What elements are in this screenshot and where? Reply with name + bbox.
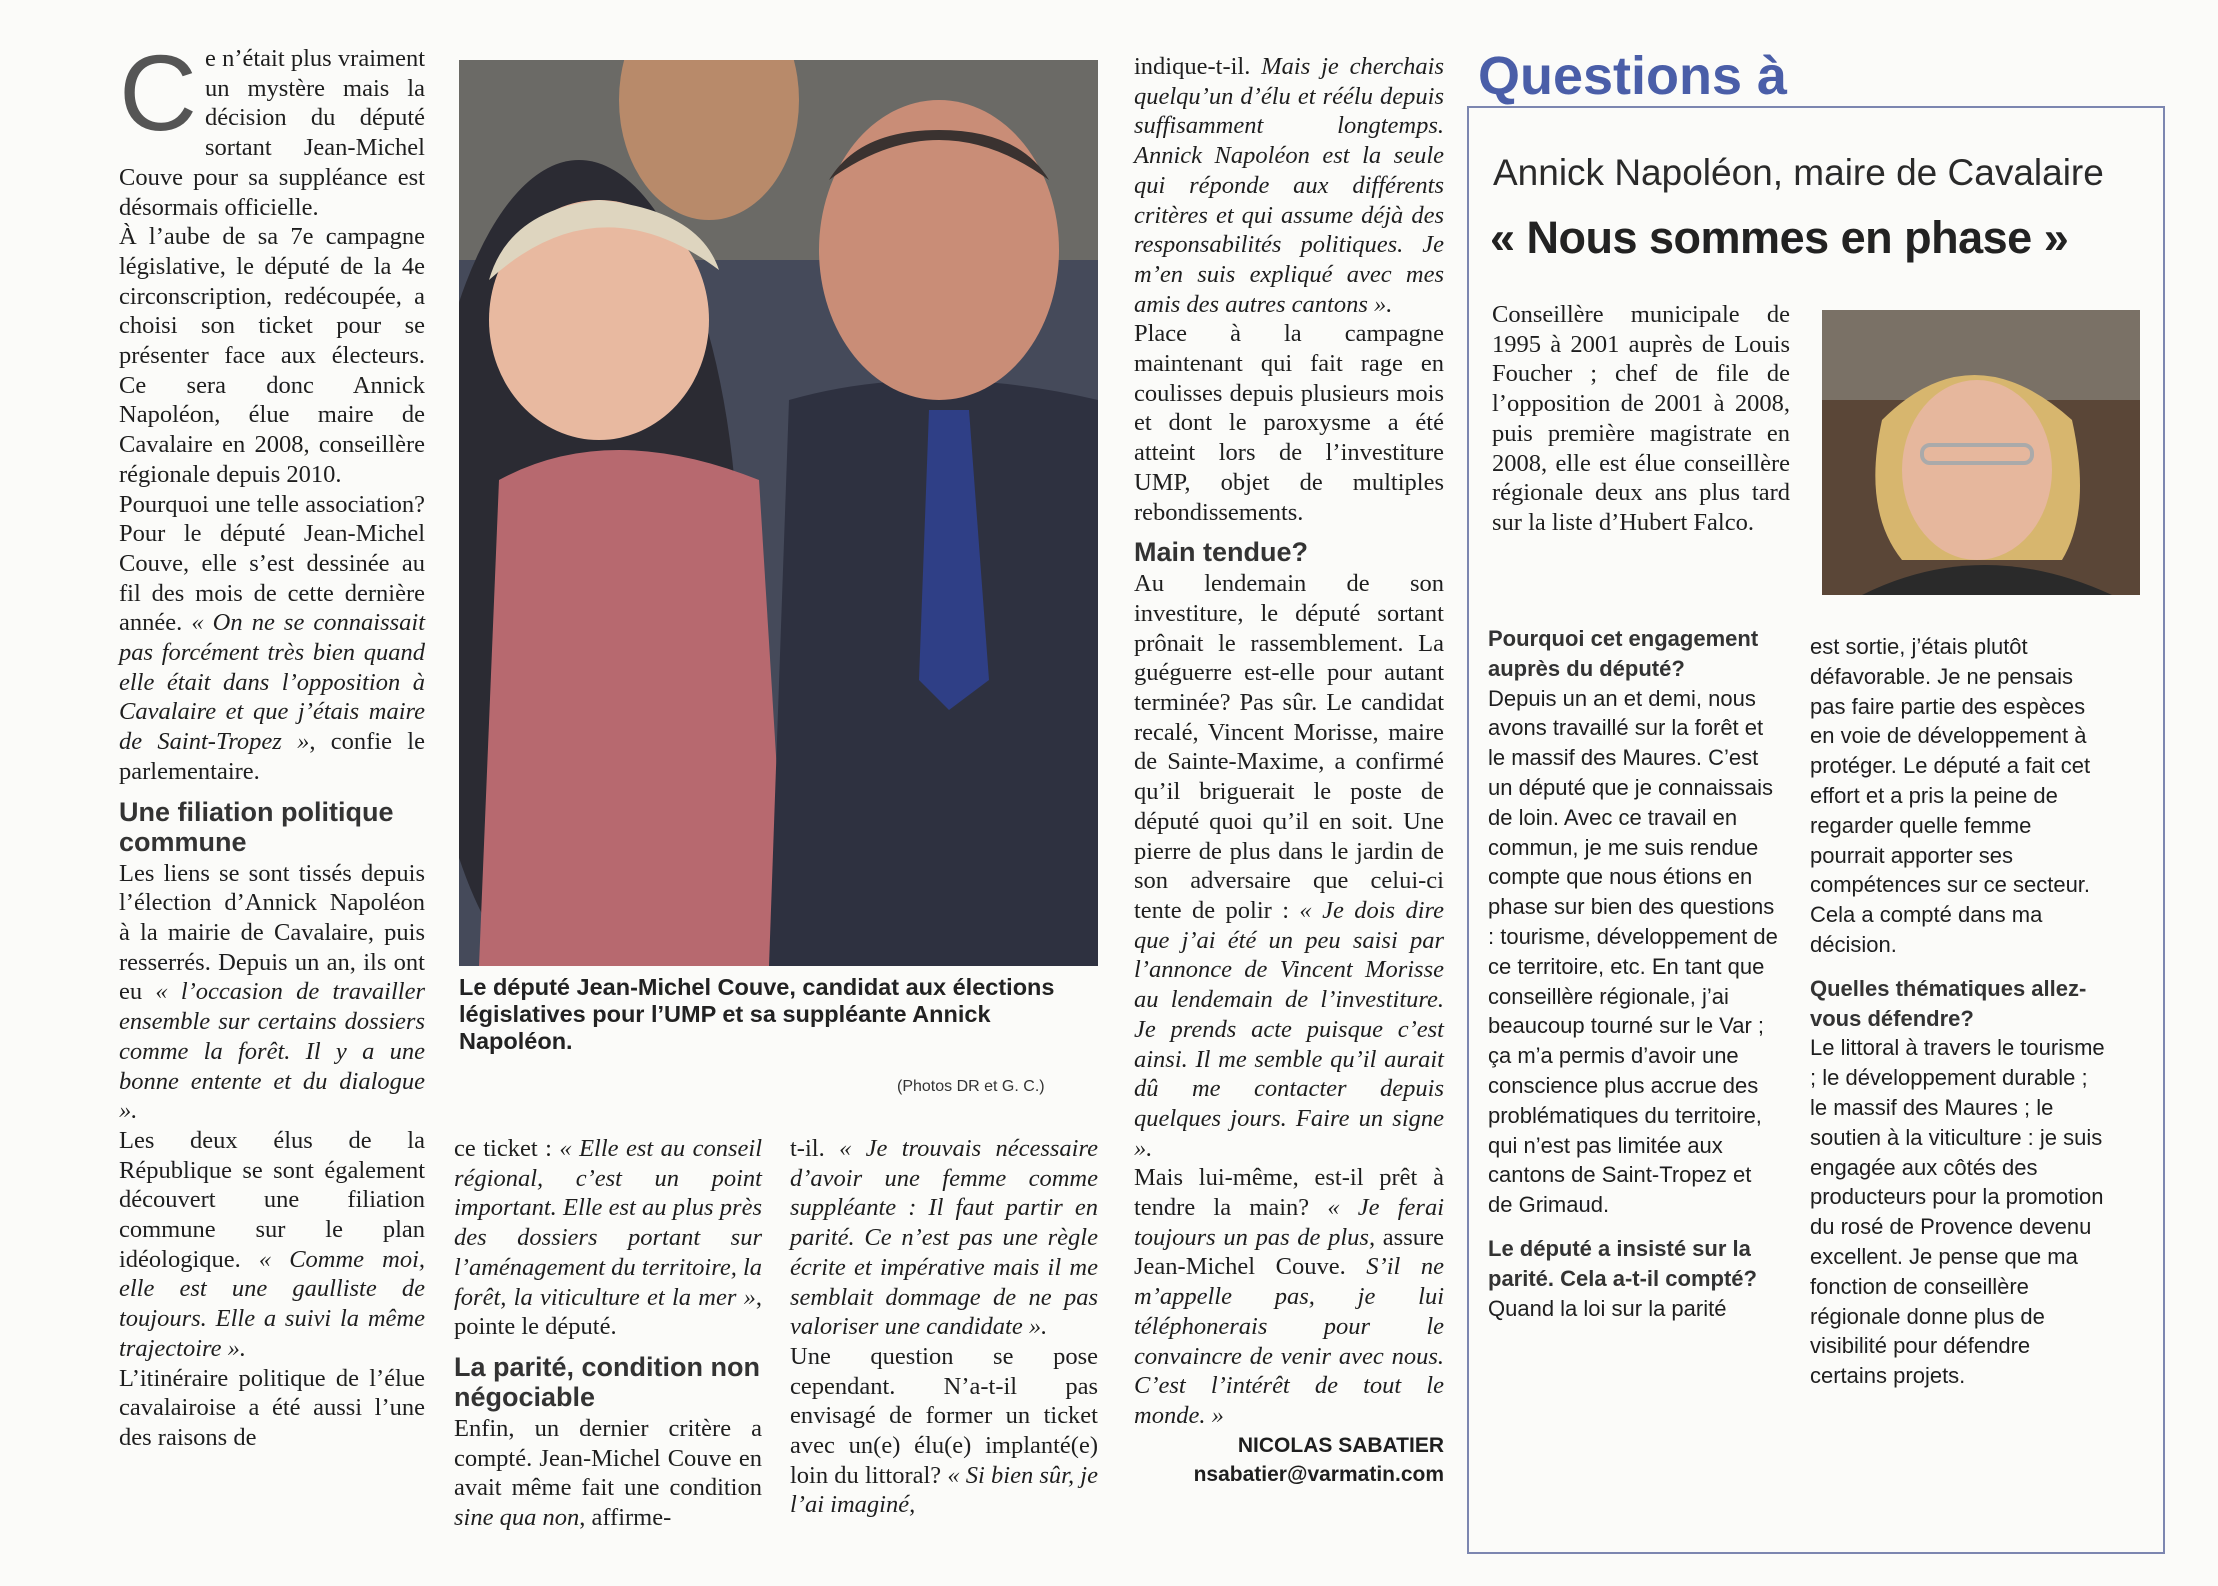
photo-caption: Le député Jean-Michel Couve, candidat aux élections législatives pour l’UMP et sa suppléante Annick Napoléon. [459,974,1055,1054]
article-paragraph: Une question se pose cependant. N’a-t-il pas envisagé de former un ticket avec un(e) élu(e) implanté(e) loin du littoral? « Si bien sûr, je l’ai imaginé, [790,1342,1098,1519]
article-column-2 [454,1134,762,1533]
interview-answer: Quand la loi sur la parité [1488,1295,1727,1321]
article-paragraph: Au lendemain de son investiture, le député sortant prônait le rassemblement. La guéguerre est-elle pour autant terminée? Pas sûr. Le candidat recalé, Vincent Morisse, maire de Sainte-Maxime, a confirmé qu’il briguerait le poste de député quoi qu’il en soit. Une pierre de plus dans le jardin de son adversaire que celui-ci tente de polir : « Je dois dire que j’ai été un peu saisi par l’annonce de Vincent Morisse au lendemain de l’investiture. Je prends acte puisque c’est ainsi. Il me semble qu’il aurait dû me contacter depuis quelques jours. Faire un signe ». [1134,570,1445,1162]
portrait-photo [1822,310,2140,595]
article-paragraph: Mais lui-même, est-il prêt à tendre la main? « Je ferai toujours un pas de plus, assure Jean-Michel Couve. S’il ne m’appelle pas, je lui téléphonerais pour le convaincre de venir avec nous. C’est l’intérêt de tout le monde. » [1134,1164,1445,1429]
article-paragraph: Les deux élus de la République se sont également découvert une filiation commune sur le plan idéologique. « Comme moi, elle est une gaulliste de toujours. Elle a suivi la même trajectoire ». [119,1126,425,1362]
section-heading: Main tendue? [1134,537,1308,568]
article-column-4 [1134,52,1444,1489]
article-paragraph: L’itinéraire politique de l’élue cavalairoise a été aussi l’une des raisons de [119,1364,425,1451]
interview-answer: Le littoral à travers le tourisme ; le développement durable ; le massif des Maures ; le soutien à la viticulture : je suis engagée aux côtés des producteurs pour la promotion du rosé de Provence devenu excellent. Je pense que ma fonction de conseillère régionale donne plus de visibilité pour défendre certains projets. [1810,1035,2105,1389]
article-lead-paragraph: Ce n’était plus vraiment un mystère mais la décision du député sortant Jean-Michel Couve pour sa suppléance est désormais officielle. [119,32,425,221]
interview-title: Questions à [1478,46,1788,106]
article-paragraph: t-il. « Je trouvais nécessaire d’avoir une femme comme suppléante : Il faut partir en parité. Ce n’est pas une règle écrite et impérative mais il me semblait dommage de ne pas valoriser une candidate ». [790,1135,1098,1341]
article-paragraph: Enfin, un dernier critère a compté. Jean-Michel Couve en avait même fait une condition sine qua non, affirme- [454,1414,762,1532]
interview-answer: Depuis un an et demi, nous avons travaillé sur la forêt et le massif des Maures. C’est un député que je connaissais de loin. Avec ce travail en commun, je me suis rendue compte que nous étions en phase sur bien des questions : tourisme, développement de ce territoire, etc. En tant que conseillère régionale, j’ai beaucoup tourné sur le Var ; ça m’a permis d’avoir une conscience plus accrue des problématiques du territoire, qui n’est pas limitée aux cantons de Saint-Tropez et de Grimaud. [1488,685,1778,1218]
article-paragraph: ce ticket : « Elle est au conseil régional, c’est un point important. Elle est au plus près des dossiers portant sur l’aménagement du territoire, la forêt, la viticulture et la mer », pointe le député. [454,1135,763,1341]
drop-cap: C [119,32,197,153]
photo-illustration [459,60,1098,966]
article-paragraph: Pourquoi une telle association? Pour le député Jean-Michel Couve, elle s’est dessinée au fil des mois de cette dernière année. « On ne se connaissait pas forcément très bien quand elle était dans l’opposition à Cavalaire et que j’étais maire de Saint-Tropez », confie le parlementaire. [119,490,426,785]
interview-question: Pourquoi cet engagement auprès du député? [1488,626,1759,681]
author-name: NICOLAS SABATIER [1237,1433,1444,1457]
interview-question: Quelles thématiques allez-vous défendre? [1810,975,2087,1031]
author-email: nsabatier@varmatin.com [1193,1462,1444,1486]
interview-intro: Conseillère municipale de 1995 à 2001 auprès de Louis Foucher ; chef de file de l’opposition de 2001 à 2008, puis première magistrate en 2008, elle est élue conseillère régionale deux ans plus tard sur la liste d’Hubert Falco. [1492,301,1790,536]
interview-column-right [1810,632,2110,1391]
interview-headline: « Nous sommes en phase » [1490,212,2069,263]
section-heading: Une filiation politique commune [119,796,394,857]
article-paragraph: Place à la campagne maintenant qui fait rage en coulisses depuis plusieurs mois et dont le paroxysme a été atteint lors de l’investiture UMP, objet de multiples rebondissements. [1134,320,1444,526]
article-paragraph: À l’aube de sa 7e campagne législative, le député de la 4e circonscription, redécoupée, a choisi son ticket pour se présenter face aux électeurs. Ce sera donc Annick Napoléon, élue maire de Cavalaire en 2008, conseillère régionale depuis 2010. [119,223,425,488]
interview-answer: est sortie, j’étais plutôt défavorable. Je ne pensais pas faire partie des espèces en voie de développement à protéger. Le député a fait cet effort et a pris la peine de regarder quelle femme pourrait apporter ses compétences sur ce secteur. Cela a compté dans ma décision. [1810,634,2091,957]
interview-question: Le député a insisté sur la parité. Cela a-t-il compté? [1488,1235,1757,1291]
article-column-1 [119,32,426,1453]
portrait-illustration [1822,310,2140,595]
interview-column-left [1488,624,1778,1323]
main-photo [459,60,1098,966]
photo-credit: (Photos DR et G. C.) [897,1078,1045,1095]
section-heading: La parité, condition non négociable [454,1351,760,1412]
article-paragraph: indique-t-il. Mais je cherchais quelqu’un d’élu et réélu depuis suffisamment longtemps. Annick Napoléon est la seule qui réponde aux différents critères et qui assume déjà des responsabilités politiques. Je m’en suis expliqué avec mes amis des autres cantons ». [1134,53,1444,318]
article-column-3 [790,1134,1098,1520]
interview-kicker: Annick Napoléon, maire de Cavalaire [1493,152,2104,193]
article-paragraph: Les liens se sont tissés depuis l’élection d’Annick Napoléon à la mairie de Cavalaire, puis resserrés. Depuis un an, ils ont eu « l’occasion de travailler ensemble sur certains dossiers comme la forêt. Il y a une bonne entente et du dialogue ». [119,859,426,1125]
